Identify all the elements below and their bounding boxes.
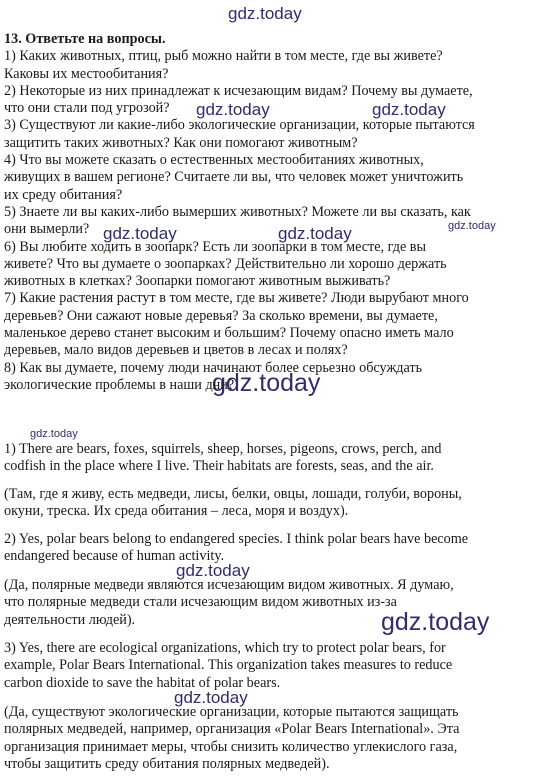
question-line: деревьев? Они сажают новые деревья? За сколько времени, вы думаете, xyxy=(4,307,438,324)
answer-2-english xyxy=(4,531,529,566)
question-line: 3) Существуют ли какие-либо экологические организации, которые пытаются xyxy=(4,117,475,134)
question-1 xyxy=(4,48,529,83)
answer-line: example, Polar Bears International. This organization takes measures to reduce xyxy=(4,657,453,674)
answer-1-russian xyxy=(4,486,529,521)
exercise xyxy=(4,31,529,397)
watermark: gdz.today xyxy=(30,428,78,440)
question-line: деревьев, мало видов деревьев и цветов в лесах и полях? xyxy=(4,342,348,359)
question-8 xyxy=(4,360,529,395)
question-line: 8) Как вы думаете, почему люди начинают более серьезно обсуждать xyxy=(4,359,423,376)
answer-3-english xyxy=(4,640,529,692)
answer-line: организация принимает меры, чтобы снизить количество углекислого газа, xyxy=(4,738,458,755)
watermark: gdz.today xyxy=(228,4,302,23)
question-2 xyxy=(4,83,529,118)
question-5 xyxy=(4,204,529,239)
answer-line: 1) There are bears, foxes, squirrels, sheep, horses, pigeons, crows, perch, and xyxy=(4,441,442,457)
question-3 xyxy=(4,117,529,152)
watermark: gdz.today xyxy=(103,224,177,243)
answer-line: что полярные медведи стали исчезающим видом животных из-за xyxy=(4,594,397,611)
watermark: gdz.today xyxy=(278,224,352,243)
answer-line: 2) Yes, polar bears belong to endangered species. I think polar bears have become xyxy=(4,531,469,547)
question-line: их среду обитания? xyxy=(4,186,123,203)
answer-line: (Да, полярные медведи являются исчезающим видом животных. Я думаю, xyxy=(4,577,454,593)
question-line: живете? Что вы думаете о зоопарках? Действительно ли хорошо держать xyxy=(4,255,447,272)
watermark: gdz.today xyxy=(381,608,490,636)
exercise-heading: 13. Ответьте на вопросы. xyxy=(4,31,166,47)
answer-1-english xyxy=(4,441,529,476)
answer-line: carbon dioxide to save the habitat of polar bears. xyxy=(4,674,281,691)
question-line: что они стали под угрозой? xyxy=(4,100,170,117)
question-line: 1) Каких животных, птиц, рыб можно найти в том месте, где вы живете? xyxy=(4,48,443,65)
answer-line: полярных медведей, например, организация «Polar Bears International». Эта xyxy=(4,721,460,738)
watermark: gdz.today xyxy=(174,688,248,707)
answer-line: (Да, существуют экологические организации, которые пытаются защищать xyxy=(4,704,459,720)
watermark: gdz.today xyxy=(448,220,496,232)
question-line: 2) Некоторые из них принадлежат к исчезающим видам? Почему вы думаете, xyxy=(4,82,473,99)
answer-line: codfish in the place where I live. Their habitats are forests, seas, and the air. xyxy=(4,458,434,475)
answer-2-russian xyxy=(4,577,529,629)
question-line: экологические проблемы в наши дни? xyxy=(4,376,235,393)
question-line: 5) Знаете ли вы каких-либо вымерших животных? Можете ли вы сказать, как xyxy=(4,203,471,220)
question-line: 4) Что вы можете сказать о естественных местообитаниях животных, xyxy=(4,152,424,169)
answer-line: деятельности людей). xyxy=(4,611,136,628)
watermark: gdz.today xyxy=(176,561,250,580)
answer-3-russian xyxy=(4,704,529,773)
question-line: 6) Вы любите ходить в зоопарк? Есть ли зоопарки в том месте, где вы xyxy=(4,238,427,255)
question-line: 7) Какие растения растут в том месте, где вы живете? Люди вырубают много xyxy=(4,290,469,307)
answer-line: 3) Yes, there are ecological organizations, which try to protect polar bears, for xyxy=(4,640,446,656)
question-line: живущих в вашем регионе? Считаете ли вы, что человек может уничтожить xyxy=(4,169,464,186)
question-6 xyxy=(4,239,529,291)
answer-line: (Там, где я живу, есть медведи, лисы, белки, овцы, лошади, голуби, вороны, xyxy=(4,486,462,502)
watermark: gdz.today xyxy=(212,369,321,397)
question-7 xyxy=(4,290,529,359)
answer-line: чтобы защитить среду обитания полярных медведей). xyxy=(4,755,330,772)
question-line: маленькое дерево станет высоким и большим? Почему опасно иметь мало xyxy=(4,325,454,342)
answer-line: окуни, треска. Их среда обитания – леса, моря и воздух). xyxy=(4,503,349,520)
watermark: gdz.today xyxy=(372,100,446,119)
question-line: Каковы их местообитания? xyxy=(4,65,169,82)
question-line: защитить таких животных? Как они помогают животным? xyxy=(4,134,358,151)
question-4 xyxy=(4,152,529,204)
question-line: они вымерли? xyxy=(4,221,90,238)
question-line: животных в клетках? Зоопарки помогают животным выживать? xyxy=(4,273,391,290)
answer-line: endangered because of human activity. xyxy=(4,548,225,565)
watermark: gdz.today xyxy=(196,100,270,119)
